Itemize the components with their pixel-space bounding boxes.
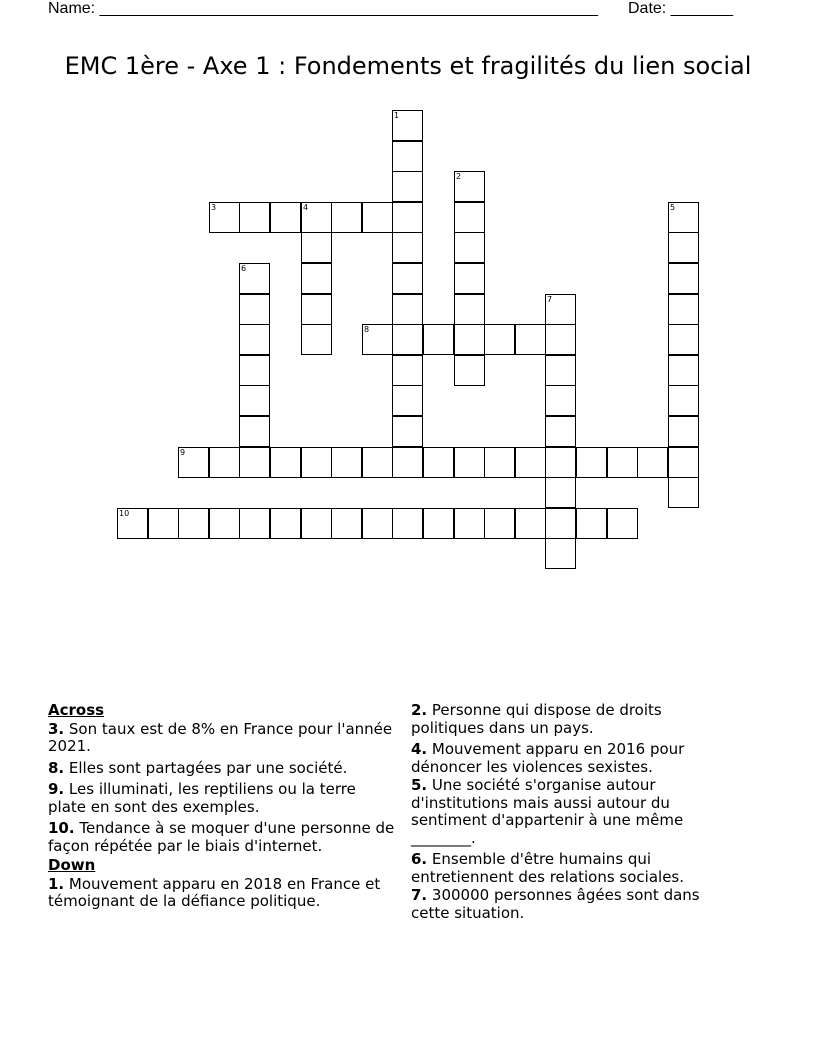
grid-cell[interactable] (239, 355, 270, 386)
grid-cell[interactable] (668, 447, 699, 478)
grid-cell[interactable] (301, 232, 332, 263)
clue-text: Ensemble d'être humains qui entretiennent des relations sociales. (411, 850, 685, 886)
grid-cell[interactable] (668, 294, 699, 325)
grid-cell[interactable] (454, 171, 485, 202)
grid-cell[interactable] (392, 232, 423, 263)
down-heading: Down (48, 856, 96, 874)
grid-cell[interactable] (607, 447, 638, 478)
grid-cell[interactable] (270, 202, 301, 233)
grid-cell[interactable] (331, 508, 362, 539)
grid-cell[interactable] (239, 416, 270, 447)
grid-cell[interactable] (515, 508, 546, 539)
clues-column-left (48, 702, 396, 915)
clue-number: 7. (411, 886, 428, 904)
grid-cell[interactable] (392, 416, 423, 447)
grid-cell[interactable] (362, 508, 393, 539)
grid-cell[interactable] (454, 232, 485, 263)
grid-cell[interactable] (301, 508, 332, 539)
grid-cell[interactable] (362, 324, 393, 355)
grid-cell[interactable] (301, 263, 332, 294)
grid-cell[interactable] (454, 447, 485, 478)
grid-cell[interactable] (454, 263, 485, 294)
grid-cell[interactable] (607, 508, 638, 539)
grid-cell[interactable] (668, 202, 699, 233)
grid-cell[interactable] (301, 202, 332, 233)
clue-text: Elles sont partagées par une société. (64, 758, 348, 777)
grid-cell[interactable] (484, 508, 515, 539)
clue-text: Mouvement apparu en 2016 pour dénoncer les violences sexistes. (411, 740, 685, 776)
grid-cell[interactable] (423, 324, 454, 355)
grid-cell[interactable] (331, 202, 362, 233)
grid-cell[interactable] (392, 141, 423, 172)
clues-column-right (411, 702, 731, 926)
grid-cell[interactable] (239, 294, 270, 325)
grid-cell[interactable] (392, 202, 423, 233)
grid-cell[interactable] (239, 385, 270, 416)
grid-cell[interactable] (148, 508, 179, 539)
clue-text: Personne qui dispose de droits politiques dans un pays. (411, 701, 662, 737)
clue-text: Son taux est de 8% en France pour l'année 2021. (48, 719, 393, 755)
cell-number: 3 (211, 203, 217, 212)
grid-cell[interactable] (454, 508, 485, 539)
clue-number: 5. (411, 776, 428, 794)
grid-cell[interactable] (239, 324, 270, 355)
grid-cell[interactable] (178, 447, 209, 478)
grid-cell[interactable] (545, 385, 576, 416)
grid-cell[interactable] (668, 477, 699, 508)
grid-cell[interactable] (209, 202, 240, 233)
grid-cell[interactable] (545, 477, 576, 508)
clue-down-2 (411, 702, 731, 737)
grid-cell[interactable] (515, 447, 546, 478)
clue-down-1 (48, 876, 396, 911)
clue-number: 1. (48, 874, 65, 893)
cell-number: 4 (303, 203, 309, 212)
clue-number: 4. (411, 740, 428, 758)
grid-cell[interactable] (239, 263, 270, 294)
grid-cell[interactable] (545, 294, 576, 325)
across-heading: Across (48, 701, 105, 719)
grid-cell[interactable] (392, 447, 423, 478)
clue-across-10 (48, 820, 396, 855)
grid-cell[interactable] (545, 416, 576, 447)
grid-cell[interactable] (117, 508, 148, 539)
grid-cell[interactable] (239, 447, 270, 478)
grid-cell[interactable] (270, 508, 301, 539)
grid-cell[interactable] (454, 202, 485, 233)
grid-cell[interactable] (545, 538, 576, 569)
grid-cell[interactable] (668, 416, 699, 447)
grid-cell[interactable] (668, 263, 699, 294)
grid-cell[interactable] (392, 508, 423, 539)
grid-cell[interactable] (301, 294, 332, 325)
grid-cell[interactable] (301, 324, 332, 355)
grid-cell[interactable] (668, 324, 699, 355)
clue-down-6 (411, 851, 731, 886)
cell-number: 8 (364, 325, 370, 334)
cell-number: 7 (547, 295, 553, 304)
clue-across-9 (48, 781, 396, 816)
grid-cell[interactable] (392, 294, 423, 325)
grid-cell[interactable] (392, 355, 423, 386)
clue-text: Mouvement apparu en 2018 en France et témoignant de la défiance politique. (48, 874, 381, 910)
grid-cell[interactable] (423, 508, 454, 539)
grid-cell[interactable] (545, 447, 576, 478)
clue-across-3 (48, 721, 396, 756)
grid-cell[interactable] (423, 447, 454, 478)
grid-cell[interactable] (301, 447, 332, 478)
grid-cell[interactable] (270, 447, 301, 478)
grid-cell[interactable] (392, 385, 423, 416)
grid-cell[interactable] (331, 447, 362, 478)
clue-number: 2. (411, 701, 428, 719)
clue-across-8 (48, 760, 396, 778)
clue-down-5 (411, 777, 731, 847)
clue-down-4 (411, 741, 731, 776)
grid-cell[interactable] (545, 324, 576, 355)
grid-cell[interactable] (362, 202, 393, 233)
cell-number: 5 (670, 203, 676, 212)
grid-cell[interactable] (454, 294, 485, 325)
grid-cell[interactable] (362, 447, 393, 478)
grid-cell[interactable] (484, 324, 515, 355)
clue-number: 6. (411, 850, 428, 868)
clue-text: Une société s'organise autour d'institutions mais aussi autour du sentiment d'appartenir à une même ________. (411, 776, 684, 847)
grid-cell[interactable] (515, 324, 546, 355)
cell-number: 2 (456, 172, 462, 181)
grid-cell[interactable] (392, 171, 423, 202)
grid-cell[interactable] (484, 447, 515, 478)
cell-number: 10 (119, 509, 130, 518)
grid-cell[interactable] (668, 232, 699, 263)
grid-cell[interactable] (392, 324, 423, 355)
grid-cell[interactable] (454, 355, 485, 386)
grid-cell[interactable] (576, 508, 607, 539)
grid-cell[interactable] (576, 447, 607, 478)
grid-cell[interactable] (392, 263, 423, 294)
cell-number: 1 (394, 111, 400, 120)
page-title: EMC 1ère - Axe 1 : Fondements et fragilités du lien social (64, 52, 752, 80)
grid-cell[interactable] (209, 508, 240, 539)
grid-cell[interactable] (454, 324, 485, 355)
grid-cell[interactable] (668, 355, 699, 386)
clue-number: 9. (48, 780, 65, 798)
grid-cell[interactable] (392, 110, 423, 141)
clue-text: 300000 personnes âgées sont dans cette situation. (411, 886, 700, 922)
cell-number: 9 (180, 448, 186, 457)
name-field-label: Name: ________________________________________________________ (48, 0, 598, 17)
clue-number: 10. (48, 819, 75, 837)
grid-cell[interactable] (637, 447, 668, 478)
grid-cell[interactable] (545, 355, 576, 386)
grid-cell[interactable] (209, 447, 240, 478)
grid-cell[interactable] (545, 508, 576, 539)
grid-cell[interactable] (239, 508, 270, 539)
date-field-label: Date: _______ (628, 0, 733, 17)
clue-number: 3. (48, 719, 65, 738)
clue-down-7 (411, 887, 731, 922)
grid-cell[interactable] (668, 385, 699, 416)
cell-number: 6 (241, 264, 247, 273)
clue-text: Les illuminati, les reptiliens ou la terre plate en sont des exemples. (48, 780, 356, 816)
grid-cell[interactable] (239, 202, 270, 233)
clue-number: 8. (48, 758, 65, 777)
grid-cell[interactable] (178, 508, 209, 539)
clue-text: Tendance à se moquer d'une personne de façon répétée par le biais d'internet. (48, 819, 395, 855)
